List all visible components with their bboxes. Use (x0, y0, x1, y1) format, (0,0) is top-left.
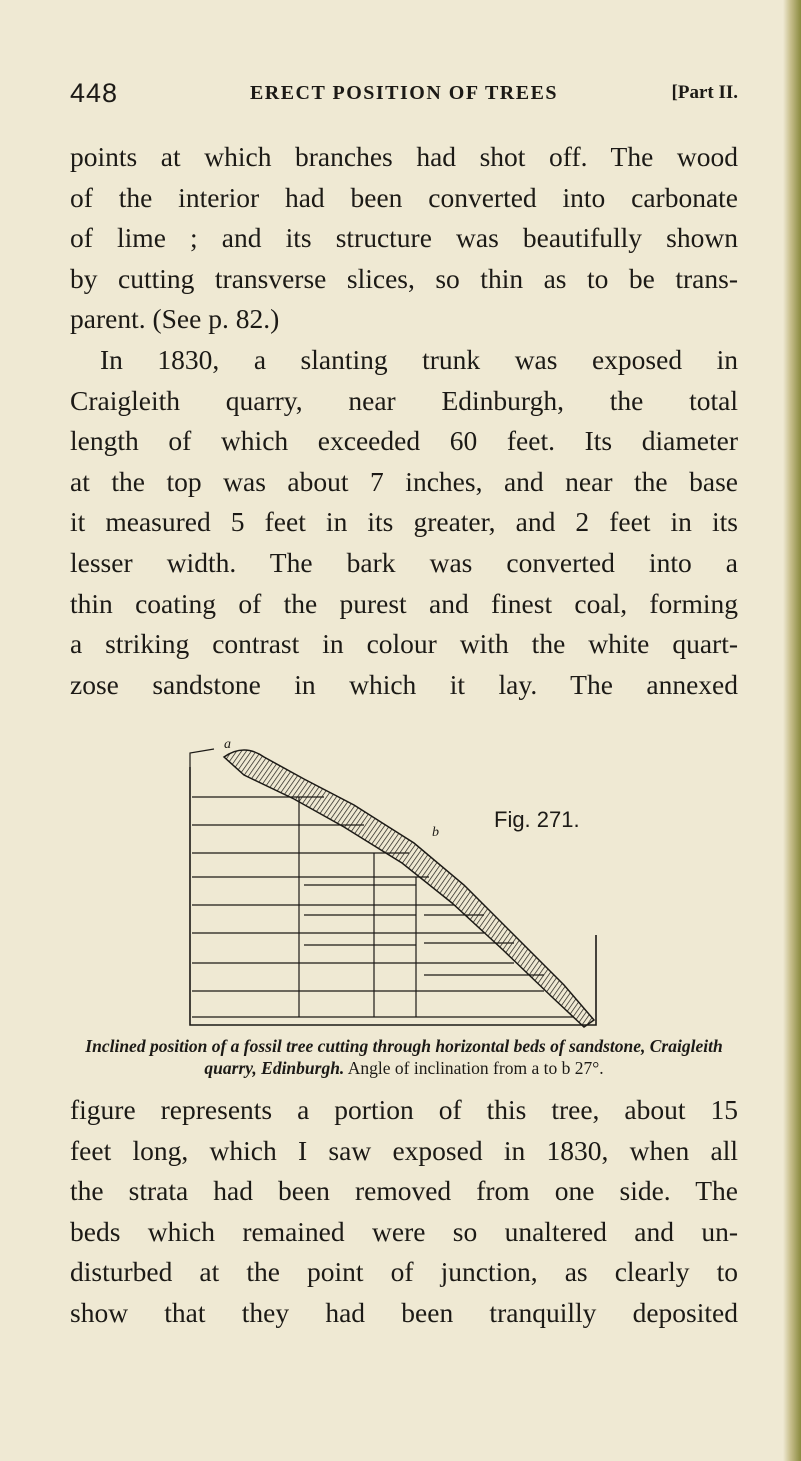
text-line: the strata had been removed from one side. The (70, 1175, 738, 1207)
page-header (70, 78, 738, 112)
text-line: feet long, which I saw exposed in 1830, when all (70, 1134, 738, 1166)
paragraph-2 (70, 340, 738, 705)
text-line: of the interior had been converted into carbonate (70, 181, 738, 213)
text-line: figure represents a portion of this tree, about 15 (70, 1094, 738, 1125)
page-edge-shadow (783, 0, 801, 1461)
text-line: parent. (See p. 82.) (70, 303, 280, 335)
text-line: Craigleith quarry, near Edinburgh, the total (70, 384, 738, 416)
fossil-tree-figure (184, 735, 604, 1030)
figure-label: Fig. 271. (494, 807, 580, 832)
text-line: show that they had been tranquilly deposited (70, 1296, 738, 1328)
text-line: disturbed at the point of junction, as clearly to (70, 1256, 738, 1288)
text-line: by cutting transverse slices, so thin as to be trans- (70, 262, 738, 294)
caption-italic: Inclined position of a fossil tree cutting through horizontal beds of sandstone, Craigleith quarry, Edinburgh. (85, 1036, 723, 1078)
part-label: [Part II. (671, 82, 738, 103)
text-line: zose sandstone in which it lay. The annexed (70, 668, 738, 700)
paragraph-3 (70, 1090, 738, 1334)
text-line: of lime ; and its structure was beautifully shown (70, 222, 738, 254)
running-title: ERECT POSITION OF TREES (249, 82, 559, 104)
text-line: length of which exceeded 60 feet. Its diameter (70, 425, 738, 457)
text-line: points at which branches had shot off. The wood (70, 141, 738, 172)
figure-caption (70, 1035, 738, 1079)
text-line: thin coating of the purest and finest coal, forming (70, 587, 738, 619)
page-number: 448 (70, 78, 119, 108)
paragraph-1 (70, 137, 738, 340)
caption-plain: Angle of inclination from a to b 27°. (347, 1058, 604, 1078)
text-line: a striking contrast in colour with the white quart- (70, 628, 738, 660)
text-line: lesser width. The bark was converted into a (70, 546, 738, 578)
point-b-label: b (432, 825, 439, 840)
text-line: at the top was about 7 inches, and near the base (70, 465, 738, 497)
text-line: In 1830, a slanting trunk was exposed in (100, 344, 738, 375)
point-a-label: a (224, 737, 231, 752)
figure-illustration (184, 735, 604, 1030)
text-line: it measured 5 feet in its greater, and 2 feet in its (70, 506, 738, 538)
text-line: beds which remained were so unaltered and un- (70, 1215, 738, 1247)
